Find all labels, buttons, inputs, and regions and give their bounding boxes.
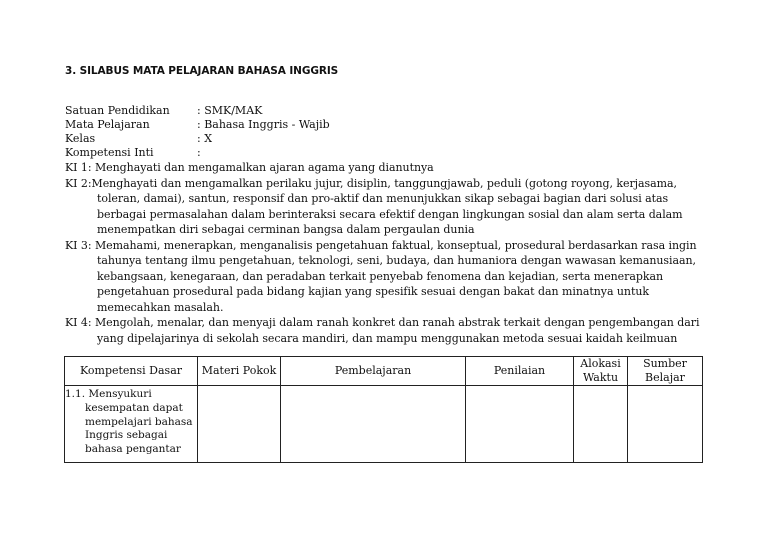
meta-label: Kompetensi Inti <box>65 146 154 159</box>
kd-text: 1.1. Mensyukuri kesempatan dapat mempelajari bahasa Inggris sebagai bahasa pengantar <box>65 388 193 456</box>
ki-1: KI 1: Menghayati dan mengamalkan ajaran agama yang dianutnya <box>65 161 434 174</box>
cell-materi-pokok <box>198 386 281 463</box>
meta-value: : <box>197 146 201 159</box>
cell-sumber-belajar <box>628 386 703 463</box>
header-alokasi-waktu: Alokasi Waktu <box>574 357 628 386</box>
cell-kompetensi-dasar <box>65 386 198 463</box>
table-header-row <box>65 357 703 386</box>
ki-3: KI 3: Memahami, menerapkan, menganalisis pengetahuan faktual, konseptual, prosedural berdasarkan rasa ingin tahunya tentang ilmu pengetahuan, teknologi, seni, budaya, dan humaniora dengan wawasan kemanusiaan, kebangsaan, kenegaraan, dan peradaban terkait penyebab fenomena dan kejadian, serta menerapkan pengetahuan prosedural pada bidang kajian yang spesifik sesuai dengan bakat dan minatnya untuk memecahkan masalah. <box>65 238 697 314</box>
meta-value: : Bahasa Inggris - Wajib <box>197 118 330 131</box>
header-sumber-belajar: Sumber Belajar <box>628 357 703 386</box>
meta-value: : X <box>197 132 213 145</box>
syllabus-table <box>64 356 703 463</box>
cell-alokasi-waktu <box>574 386 628 463</box>
meta-label: Satuan Pendidikan <box>65 104 170 117</box>
header-kompetensi-dasar: Kompetensi Dasar <box>65 357 198 386</box>
header-penilaian: Penilaian <box>466 357 574 386</box>
ki-4: KI 4: Mengolah, menalar, dan menyaji dalam ranah konkret dan ranah abstrak terkait dengan pengembangan dari yang dipelajarinya di sekolah secara mandiri, dan mampu menggunakan metoda sesuai kaidah keilmuan <box>65 316 700 345</box>
cell-pembelajaran <box>281 386 466 463</box>
kompetensi-inti-list <box>65 160 715 346</box>
header-pembelajaran: Pembelajaran <box>281 357 466 386</box>
header-materi-pokok: Materi Pokok <box>198 357 281 386</box>
meta-value: : SMK/MAK <box>197 104 263 117</box>
cell-penilaian <box>466 386 574 463</box>
section-heading: 3. SILABUS MATA PELAJARAN BAHASA INGGRIS <box>65 65 339 77</box>
meta-label: Kelas <box>65 132 96 145</box>
ki-2: KI 2:Menghayati dan mengamalkan perilaku jujur, disiplin, tanggungjawab, peduli (gotong royong, kerjasama, toleran, damai), santun, responsif dan pro-aktif dan menunjukkan sikap sebagai bagian dari solusi atas berbagai permasalahan dalam berinteraksi secara efektif dengan lingkungan sosial dan alam serta dalam menempatkan diri sebagai cerminan bangsa dalam pergaulan dunia <box>65 176 683 236</box>
meta-label: Mata Pelajaran <box>65 118 150 131</box>
table-row <box>65 386 703 463</box>
